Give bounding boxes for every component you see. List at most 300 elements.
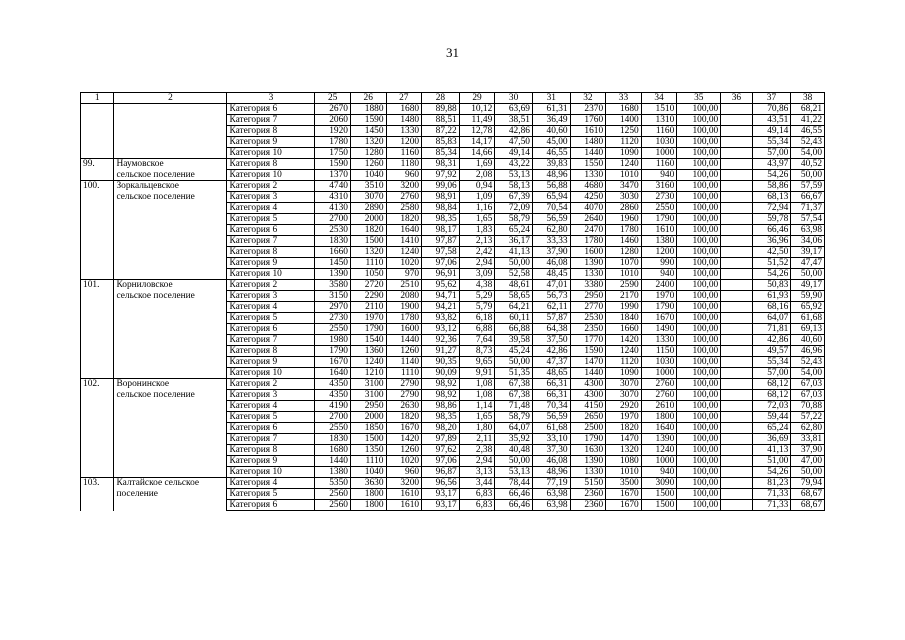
value-cell: 100,00 bbox=[677, 192, 721, 203]
category-cell: Категория 6 bbox=[227, 423, 315, 434]
value-cell: 46,08 bbox=[532, 258, 570, 269]
table-row bbox=[81, 291, 825, 302]
value-cell: 1240 bbox=[350, 357, 386, 368]
value-cell: 1090 bbox=[606, 148, 642, 159]
value-cell: 56,73 bbox=[532, 291, 570, 302]
value-cell: 4300 bbox=[570, 379, 606, 390]
value-cell: 6,83 bbox=[459, 500, 495, 511]
value-cell: 1110 bbox=[350, 456, 386, 467]
value-cell: 94,71 bbox=[422, 291, 460, 302]
value-cell: 2720 bbox=[350, 280, 386, 291]
value-cell: 68,12 bbox=[752, 379, 791, 390]
value-cell: 63,69 bbox=[495, 104, 533, 115]
page-number: 31 bbox=[446, 45, 459, 60]
value-cell bbox=[721, 247, 752, 258]
value-cell: 1800 bbox=[641, 412, 677, 423]
value-cell: 1320 bbox=[350, 247, 386, 258]
table-row bbox=[81, 170, 825, 181]
value-cell: 100,00 bbox=[677, 258, 721, 269]
value-cell: 1390 bbox=[641, 434, 677, 445]
value-cell: 96,56 bbox=[422, 478, 460, 489]
column-header: 27 bbox=[386, 93, 422, 104]
value-cell: 2560 bbox=[315, 489, 351, 500]
value-cell: 61,68 bbox=[791, 313, 825, 324]
value-cell: 1080 bbox=[606, 456, 642, 467]
value-cell: 42,50 bbox=[752, 247, 791, 258]
value-cell: 3380 bbox=[570, 280, 606, 291]
value-cell: 100,00 bbox=[677, 456, 721, 467]
value-cell: 57,87 bbox=[532, 313, 570, 324]
column-header: 32 bbox=[570, 93, 606, 104]
settlement-name bbox=[114, 500, 227, 511]
value-cell: 100,00 bbox=[677, 412, 721, 423]
value-cell: 1500 bbox=[350, 236, 386, 247]
value-cell bbox=[721, 258, 752, 269]
value-cell: 6,83 bbox=[459, 489, 495, 500]
value-cell: 4190 bbox=[315, 401, 351, 412]
table-row bbox=[81, 258, 825, 269]
value-cell: 72,09 bbox=[495, 203, 533, 214]
value-cell: 1790 bbox=[641, 302, 677, 313]
settlement-name bbox=[114, 126, 227, 137]
settlement-name: сельское поселение bbox=[114, 291, 227, 302]
value-cell: 1280 bbox=[606, 247, 642, 258]
table-row bbox=[81, 500, 825, 511]
value-cell: 3,09 bbox=[459, 269, 495, 280]
value-cell: 5150 bbox=[570, 478, 606, 489]
value-cell: 1420 bbox=[386, 434, 422, 445]
value-cell: 6,88 bbox=[459, 324, 495, 335]
value-cell: 66,88 bbox=[495, 324, 533, 335]
value-cell: 67,39 bbox=[495, 192, 533, 203]
settlement-number bbox=[81, 456, 114, 467]
value-cell: 2730 bbox=[315, 313, 351, 324]
value-cell: 1020 bbox=[386, 456, 422, 467]
value-cell: 1090 bbox=[606, 368, 642, 379]
value-cell bbox=[721, 159, 752, 170]
value-cell: 93,17 bbox=[422, 489, 460, 500]
value-cell: 66,67 bbox=[791, 192, 825, 203]
value-cell: 3200 bbox=[386, 478, 422, 489]
table-row bbox=[81, 412, 825, 423]
settlement-name bbox=[114, 247, 227, 258]
value-cell: 1,08 bbox=[459, 390, 495, 401]
value-cell bbox=[721, 434, 752, 445]
value-cell: 71,33 bbox=[752, 489, 791, 500]
value-cell: 2550 bbox=[641, 203, 677, 214]
table-row bbox=[81, 269, 825, 280]
table-row bbox=[81, 489, 825, 500]
category-cell: Категория 3 bbox=[227, 192, 315, 203]
value-cell bbox=[721, 379, 752, 390]
value-cell: 65,94 bbox=[532, 192, 570, 203]
category-cell: Категория 4 bbox=[227, 302, 315, 313]
value-cell: 1440 bbox=[386, 335, 422, 346]
value-cell: 2770 bbox=[570, 302, 606, 313]
column-header: 37 bbox=[752, 93, 791, 104]
value-cell: 1780 bbox=[386, 313, 422, 324]
value-cell: 61,31 bbox=[532, 104, 570, 115]
value-cell: 72,94 bbox=[752, 203, 791, 214]
value-cell bbox=[721, 478, 752, 489]
value-cell: 4,38 bbox=[459, 280, 495, 291]
category-cell: Категория 10 bbox=[227, 269, 315, 280]
settlement-number: 99. bbox=[81, 159, 114, 170]
settlement-number bbox=[81, 104, 114, 115]
value-cell: 58,79 bbox=[495, 214, 533, 225]
value-cell: 960 bbox=[386, 170, 422, 181]
settlement-name bbox=[114, 324, 227, 335]
settlement-number bbox=[81, 445, 114, 456]
value-cell bbox=[721, 335, 752, 346]
value-cell: 3150 bbox=[315, 291, 351, 302]
value-cell: 2550 bbox=[315, 423, 351, 434]
value-cell: 59,90 bbox=[791, 291, 825, 302]
settlement-number bbox=[81, 192, 114, 203]
value-cell: 93,12 bbox=[422, 324, 460, 335]
table-row bbox=[81, 247, 825, 258]
value-cell: 1820 bbox=[350, 225, 386, 236]
value-cell: 1110 bbox=[386, 368, 422, 379]
settlement-number bbox=[81, 225, 114, 236]
value-cell: 49,14 bbox=[752, 126, 791, 137]
value-cell: 2700 bbox=[315, 214, 351, 225]
value-cell: 1500 bbox=[641, 500, 677, 511]
value-cell: 1,69 bbox=[459, 159, 495, 170]
value-cell: 57,54 bbox=[791, 214, 825, 225]
value-cell: 6,18 bbox=[459, 313, 495, 324]
value-cell: 56,59 bbox=[532, 412, 570, 423]
value-cell bbox=[721, 148, 752, 159]
settlement-name bbox=[114, 313, 227, 324]
value-cell: 1020 bbox=[386, 258, 422, 269]
value-cell: 49,17 bbox=[791, 280, 825, 291]
value-cell: 1040 bbox=[350, 467, 386, 478]
value-cell: 3160 bbox=[641, 181, 677, 192]
table-row bbox=[81, 467, 825, 478]
value-cell: 50,00 bbox=[495, 456, 533, 467]
value-cell bbox=[721, 203, 752, 214]
category-cell: Категория 8 bbox=[227, 247, 315, 258]
value-cell: 38,51 bbox=[495, 115, 533, 126]
value-cell: 58,13 bbox=[495, 181, 533, 192]
value-cell: 2790 bbox=[386, 379, 422, 390]
settlement-number bbox=[81, 489, 114, 500]
value-cell: 2760 bbox=[641, 379, 677, 390]
value-cell: 960 bbox=[386, 467, 422, 478]
value-cell: 100,00 bbox=[677, 467, 721, 478]
value-cell: 1670 bbox=[315, 357, 351, 368]
settlement-name bbox=[114, 346, 227, 357]
value-cell: 1970 bbox=[606, 412, 642, 423]
value-cell: 43,22 bbox=[495, 159, 533, 170]
value-cell: 62,11 bbox=[532, 302, 570, 313]
value-cell: 99,06 bbox=[422, 181, 460, 192]
value-cell: 35,92 bbox=[495, 434, 533, 445]
value-cell: 1390 bbox=[570, 456, 606, 467]
settlement-number bbox=[81, 423, 114, 434]
value-cell: 52,58 bbox=[495, 269, 533, 280]
value-cell: 39,58 bbox=[495, 335, 533, 346]
value-cell bbox=[721, 126, 752, 137]
category-cell: Категория 4 bbox=[227, 478, 315, 489]
value-cell: 1750 bbox=[315, 148, 351, 159]
value-cell: 46,08 bbox=[532, 456, 570, 467]
category-cell: Категория 6 bbox=[227, 225, 315, 236]
value-cell: 1280 bbox=[350, 148, 386, 159]
value-cell: 940 bbox=[641, 467, 677, 478]
value-cell: 1,83 bbox=[459, 225, 495, 236]
value-cell: 5,79 bbox=[459, 302, 495, 313]
value-cell: 93,82 bbox=[422, 313, 460, 324]
value-cell: 63,98 bbox=[791, 225, 825, 236]
value-cell: 52,43 bbox=[791, 137, 825, 148]
value-cell: 3500 bbox=[606, 478, 642, 489]
category-cell: Категория 2 bbox=[227, 379, 315, 390]
table-row bbox=[81, 115, 825, 126]
value-cell: 97,06 bbox=[422, 258, 460, 269]
value-cell: 970 bbox=[386, 269, 422, 280]
value-cell: 1320 bbox=[606, 445, 642, 456]
value-cell: 4350 bbox=[315, 379, 351, 390]
value-cell: 65,24 bbox=[752, 423, 791, 434]
value-cell: 55,34 bbox=[752, 137, 791, 148]
table-row bbox=[81, 148, 825, 159]
value-cell: 50,00 bbox=[791, 467, 825, 478]
value-cell: 97,89 bbox=[422, 434, 460, 445]
value-cell: 78,44 bbox=[495, 478, 533, 489]
value-cell: 1380 bbox=[641, 236, 677, 247]
value-cell: 1790 bbox=[350, 324, 386, 335]
value-cell: 89,88 bbox=[422, 104, 460, 115]
value-cell bbox=[721, 368, 752, 379]
category-cell: Категория 4 bbox=[227, 401, 315, 412]
value-cell: 12,78 bbox=[459, 126, 495, 137]
header-row bbox=[81, 93, 825, 104]
value-cell: 1540 bbox=[350, 335, 386, 346]
value-cell: 36,96 bbox=[752, 236, 791, 247]
value-cell: 81,23 bbox=[752, 478, 791, 489]
settlement-number bbox=[81, 335, 114, 346]
value-cell: 1010 bbox=[606, 467, 642, 478]
settlement-name: Зоркальцевское bbox=[114, 181, 227, 192]
value-cell: 45,00 bbox=[532, 137, 570, 148]
value-cell: 2890 bbox=[350, 203, 386, 214]
value-cell: 41,13 bbox=[495, 247, 533, 258]
value-cell: 1590 bbox=[570, 346, 606, 357]
value-cell: 53,13 bbox=[495, 170, 533, 181]
value-cell: 64,07 bbox=[752, 313, 791, 324]
value-cell: 47,01 bbox=[532, 280, 570, 291]
value-cell: 1140 bbox=[386, 357, 422, 368]
value-cell: 1410 bbox=[386, 236, 422, 247]
settlement-number bbox=[81, 137, 114, 148]
value-cell bbox=[721, 269, 752, 280]
table-row bbox=[81, 214, 825, 225]
value-cell: 1450 bbox=[315, 258, 351, 269]
value-cell: 1120 bbox=[606, 137, 642, 148]
value-cell: 100,00 bbox=[677, 115, 721, 126]
settlement-number bbox=[81, 115, 114, 126]
settlement-name: поселение bbox=[114, 489, 227, 500]
category-cell: Категория 6 bbox=[227, 500, 315, 511]
value-cell: 8,73 bbox=[459, 346, 495, 357]
value-cell: 2790 bbox=[386, 390, 422, 401]
value-cell: 1780 bbox=[606, 225, 642, 236]
settlement-name bbox=[114, 456, 227, 467]
settlement-name bbox=[114, 423, 227, 434]
settlement-number bbox=[81, 170, 114, 181]
settlement-name bbox=[114, 467, 227, 478]
value-cell bbox=[721, 500, 752, 511]
value-cell: 100,00 bbox=[677, 434, 721, 445]
value-cell: 49,14 bbox=[495, 148, 533, 159]
value-cell bbox=[721, 412, 752, 423]
value-cell: 1,65 bbox=[459, 412, 495, 423]
value-cell: 2110 bbox=[350, 302, 386, 313]
category-cell: Категория 3 bbox=[227, 390, 315, 401]
value-cell: 96,91 bbox=[422, 269, 460, 280]
value-cell: 2350 bbox=[570, 324, 606, 335]
value-cell: 98,17 bbox=[422, 225, 460, 236]
value-cell: 5350 bbox=[315, 478, 351, 489]
value-cell: 1120 bbox=[606, 357, 642, 368]
value-cell: 97,92 bbox=[422, 170, 460, 181]
category-cell: Категория 10 bbox=[227, 148, 315, 159]
value-cell: 100,00 bbox=[677, 159, 721, 170]
value-cell: 1480 bbox=[570, 137, 606, 148]
value-cell: 2950 bbox=[570, 291, 606, 302]
value-cell: 1150 bbox=[641, 346, 677, 357]
value-cell: 58,79 bbox=[495, 412, 533, 423]
value-cell: 42,86 bbox=[752, 335, 791, 346]
value-cell: 1260 bbox=[386, 346, 422, 357]
column-header: 1 bbox=[81, 93, 114, 104]
table-row bbox=[81, 434, 825, 445]
value-cell: 33,81 bbox=[791, 434, 825, 445]
value-cell: 37,50 bbox=[532, 335, 570, 346]
settlement-name: сельское поселение bbox=[114, 192, 227, 203]
value-cell: 2610 bbox=[641, 401, 677, 412]
value-cell: 1350 bbox=[350, 445, 386, 456]
settlement-number bbox=[81, 434, 114, 445]
value-cell: 1840 bbox=[606, 313, 642, 324]
value-cell: 100,00 bbox=[677, 225, 721, 236]
value-cell: 50,83 bbox=[752, 280, 791, 291]
value-cell: 46,55 bbox=[791, 126, 825, 137]
value-cell: 1070 bbox=[606, 258, 642, 269]
value-cell: 98,86 bbox=[422, 401, 460, 412]
value-cell: 2370 bbox=[570, 104, 606, 115]
value-cell: 1970 bbox=[641, 291, 677, 302]
value-cell: 46,55 bbox=[532, 148, 570, 159]
value-cell: 1610 bbox=[386, 500, 422, 511]
settlement-name bbox=[114, 104, 227, 115]
settlement-name bbox=[114, 401, 227, 412]
value-cell bbox=[721, 313, 752, 324]
settlement-number bbox=[81, 346, 114, 357]
value-cell: 54,26 bbox=[752, 269, 791, 280]
table-row bbox=[81, 368, 825, 379]
category-cell: Категория 3 bbox=[227, 291, 315, 302]
value-cell: 100,00 bbox=[677, 379, 721, 390]
value-cell: 2360 bbox=[570, 489, 606, 500]
value-cell: 1780 bbox=[315, 137, 351, 148]
value-cell: 1830 bbox=[315, 236, 351, 247]
table-row bbox=[81, 236, 825, 247]
settlement-number bbox=[81, 390, 114, 401]
value-cell: 51,52 bbox=[752, 258, 791, 269]
value-cell: 1050 bbox=[350, 269, 386, 280]
value-cell: 1640 bbox=[641, 423, 677, 434]
category-cell: Категория 9 bbox=[227, 456, 315, 467]
table-row bbox=[81, 357, 825, 368]
value-cell: 36,69 bbox=[752, 434, 791, 445]
value-cell: 37,90 bbox=[791, 445, 825, 456]
settlement-number bbox=[81, 269, 114, 280]
column-header: 31 bbox=[532, 93, 570, 104]
value-cell: 2290 bbox=[350, 291, 386, 302]
value-cell: 1,09 bbox=[459, 192, 495, 203]
value-cell: 3070 bbox=[350, 192, 386, 203]
value-cell: 40,60 bbox=[532, 126, 570, 137]
value-cell: 68,12 bbox=[752, 390, 791, 401]
value-cell: 100,00 bbox=[677, 269, 721, 280]
value-cell: 1010 bbox=[606, 170, 642, 181]
value-cell: 1500 bbox=[350, 434, 386, 445]
value-cell: 49,57 bbox=[752, 346, 791, 357]
value-cell: 2670 bbox=[315, 104, 351, 115]
value-cell: 97,62 bbox=[422, 445, 460, 456]
value-cell: 98,35 bbox=[422, 412, 460, 423]
value-cell: 98,84 bbox=[422, 203, 460, 214]
value-cell: 100,00 bbox=[677, 357, 721, 368]
value-cell: 3630 bbox=[350, 478, 386, 489]
value-cell: 48,61 bbox=[495, 280, 533, 291]
settlement-number bbox=[81, 313, 114, 324]
value-cell: 1470 bbox=[606, 434, 642, 445]
settlement-number bbox=[81, 148, 114, 159]
table-row bbox=[81, 126, 825, 137]
value-cell: 2970 bbox=[315, 302, 351, 313]
value-cell: 67,38 bbox=[495, 390, 533, 401]
value-cell: 95,62 bbox=[422, 280, 460, 291]
value-cell: 40,48 bbox=[495, 445, 533, 456]
value-cell: 98,35 bbox=[422, 214, 460, 225]
table-row bbox=[81, 313, 825, 324]
value-cell bbox=[721, 401, 752, 412]
value-cell: 3580 bbox=[315, 280, 351, 291]
value-cell: 39,17 bbox=[791, 247, 825, 258]
settlement-number bbox=[81, 467, 114, 478]
table-row bbox=[81, 478, 825, 489]
value-cell: 14,17 bbox=[459, 137, 495, 148]
value-cell: 1590 bbox=[315, 159, 351, 170]
value-cell: 1970 bbox=[350, 313, 386, 324]
value-cell: 2580 bbox=[386, 203, 422, 214]
value-cell: 55,34 bbox=[752, 357, 791, 368]
value-cell: 1670 bbox=[606, 489, 642, 500]
value-cell: 2630 bbox=[386, 401, 422, 412]
value-cell: 1800 bbox=[350, 489, 386, 500]
value-cell: 71,48 bbox=[495, 401, 533, 412]
value-cell: 43,51 bbox=[752, 115, 791, 126]
value-cell: 1200 bbox=[641, 247, 677, 258]
category-cell: Категория 9 bbox=[227, 357, 315, 368]
table-row bbox=[81, 445, 825, 456]
value-cell: 2,94 bbox=[459, 456, 495, 467]
value-cell: 1440 bbox=[570, 148, 606, 159]
